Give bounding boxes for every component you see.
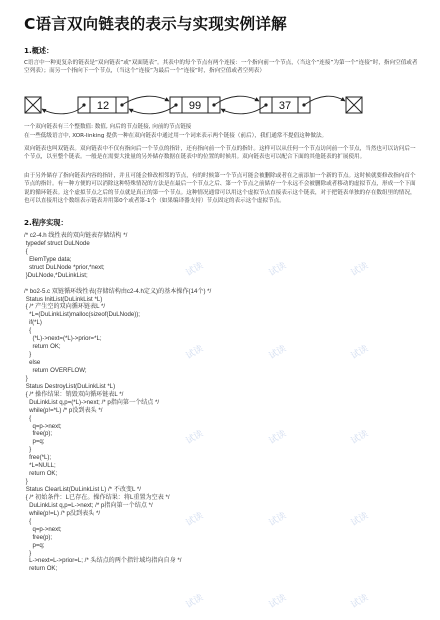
code-line: (*L)->next=(*L)->prior=*L; — [24, 335, 102, 343]
code-line: *L=NULL; — [24, 462, 56, 470]
code-line: } — [24, 549, 32, 557]
paragraph-bidirectional: 双向链表也叫双链表。双向链表中不仅有指向后一个节点的指针，还有指向前一个节点的指针。这样可以从任何一个节点访问前一个节点，当然也可以访问后一个节点，以至整个链表。一般是在需要大批量的另外储存数据在链表中的位置的时候用。双向链表也可以配合下面的其他链表的扩展使用。 — [24, 146, 416, 161]
code-line: { /* 操作结果：销毁双向循环链表L */ — [24, 390, 124, 398]
null-tail-box — [346, 97, 362, 113]
code-line: { — [24, 517, 32, 525]
code-line: return OK; — [24, 343, 61, 351]
code-line: { — [24, 327, 32, 335]
watermark: 试读 — [184, 592, 206, 611]
code-line: /* c2-4.h 线性表的双向链表存储结构 */ — [24, 232, 128, 239]
code-line: } — [24, 446, 32, 454]
code-line: }DuLNode,*DuLinkList; — [24, 271, 88, 279]
code-line — [24, 280, 414, 288]
code-line: Status DestroyList(DuLinkList *L) — [24, 382, 116, 390]
code-line: while(p!=*L) /* p没到表头 */ — [24, 406, 103, 414]
code-line: { /* 产生空的双向循环链表L */ — [24, 303, 106, 311]
code-line: { /* 初始条件：L已存在。操作结果：将L重置为空表 */ — [24, 493, 170, 501]
watermark: 试读 — [349, 592, 371, 611]
watermark: 试读 — [267, 343, 289, 362]
code-line: typedef struct DuLNode — [24, 239, 90, 247]
watermark: 试读 — [349, 343, 371, 362]
watermark: 试读 — [267, 592, 289, 611]
watermark: 试读 — [267, 428, 289, 447]
watermark: 试读 — [184, 510, 206, 529]
code-line: while(p!=L) /* p没到表头 */ — [24, 509, 101, 517]
code-line: } — [24, 478, 28, 486]
null-head-box — [25, 97, 41, 113]
diagram-caption: 一个双向链表有三个整数值: 数值, 向后的节点链接, 向前的节点链接 — [24, 124, 192, 130]
code-line: struct DuLNode *prior,*next; — [24, 263, 105, 271]
section-heading-code: 2.程序实现： — [24, 218, 68, 227]
code-line: free(*L); — [24, 454, 52, 462]
list-node — [78, 97, 128, 113]
code-line: { — [24, 414, 32, 422]
code-line: p=q; — [24, 438, 45, 446]
code-line: q=p->next; — [24, 525, 62, 533]
code-line: return OK; — [24, 565, 58, 573]
code-line: /* bo2-5.c 双链循环线性表(存储结构由c2-4.h定义)的基本操作(14个) */ — [24, 287, 212, 295]
paragraph-sentinel: 由于另外储存了指向链表内容的指针，并且可能会修改相邻的节点，有的时候第一个节点可能会被删除或者在之前添加一个新的节点。这时候就要修改指向首个节点的指针。有一种方便的可以消除这种特殊情况的方法是在最后一个节点之后、第一个节点之前储存一个永远不会被删除或者移动的虚拟节点，形成一个下面说的循环链表。这个虚拟节点之后的节点就是真正的第一个节点。这种情况通常可以用这个虚拟节点直接表示这个链表，对于把链表单独的存在数组里的情况，也可以直接用这个数组表示链表并用第0个或者第-1个（如果编译器支持）节点固定的表示这个虚拟节点。 — [24, 173, 416, 205]
watermark: 试读 — [349, 260, 371, 279]
code-line: free(p); — [24, 430, 53, 438]
code-line: } — [24, 374, 28, 382]
watermark: 试读 — [349, 510, 371, 529]
watermark: 试读 — [349, 428, 371, 447]
paragraph-xor: 在一些低级语言中, XOR-linking 提供一种在双向链表中通过用一个词来表示两个链接（前后），我们通常不提倡这种做法。 — [24, 133, 328, 139]
code-line: return OVERFLOW; — [24, 366, 87, 374]
node-value: 99 — [188, 100, 202, 112]
watermark: 试读 — [267, 260, 289, 279]
node-value: 12 — [96, 100, 110, 112]
code-line: free(p); — [24, 533, 53, 541]
code-line: { — [24, 247, 28, 255]
code-line: } — [24, 351, 32, 359]
code-line: L->next=L->prior=L; /* 头结点的两个指针域均指向自身 */ — [24, 557, 182, 565]
code-line: p=q; — [24, 541, 45, 549]
code-line: ElemType data; — [24, 255, 72, 263]
list-node — [260, 97, 310, 113]
code-line: Status ClearList(DuLinkList L) /* 不改变L */ — [24, 486, 141, 493]
paragraph-intro: C语言中一种更复杂的链表是“双向链表”或“双面链表”。其表中的每个节点有两个连接：一个指向前一个节点，（当这个“连接”为第一个“连接”时，指向空值或者空列表）；而另一个指向下一个节点，（当这个“连接”为最后一个“连接”时，指向空值或者空列表） — [24, 60, 418, 75]
list-node — [170, 97, 220, 113]
code-line: *L=(DuLinkList)malloc(sizeof(DuLNode)); — [24, 311, 140, 319]
watermark: 试读 — [184, 260, 206, 279]
code-line: DuLinkList q,p=L->next; /* p指向第一个结点 */ — [24, 501, 153, 509]
linked-list-diagram — [24, 92, 384, 118]
code-line: return OK; — [24, 470, 58, 478]
section-heading-overview: 1.概述： — [24, 46, 54, 55]
node-value: 37 — [278, 100, 292, 112]
code-line: else — [24, 359, 41, 366]
code-line: if(*L) — [24, 319, 42, 327]
watermark: 试读 — [184, 343, 206, 362]
code-line: q=p->next; — [24, 422, 62, 430]
code-line: Status InitList(DuLinkList *L) — [24, 295, 103, 303]
watermark: 试读 — [267, 510, 289, 529]
code-line: DuLinkList q,p=(*L)->next; /* p指向第一个结点 */ — [24, 398, 160, 406]
watermark: 试读 — [184, 428, 206, 447]
page-title: C语言双向链表的表示与实现实例详解 — [24, 15, 287, 33]
